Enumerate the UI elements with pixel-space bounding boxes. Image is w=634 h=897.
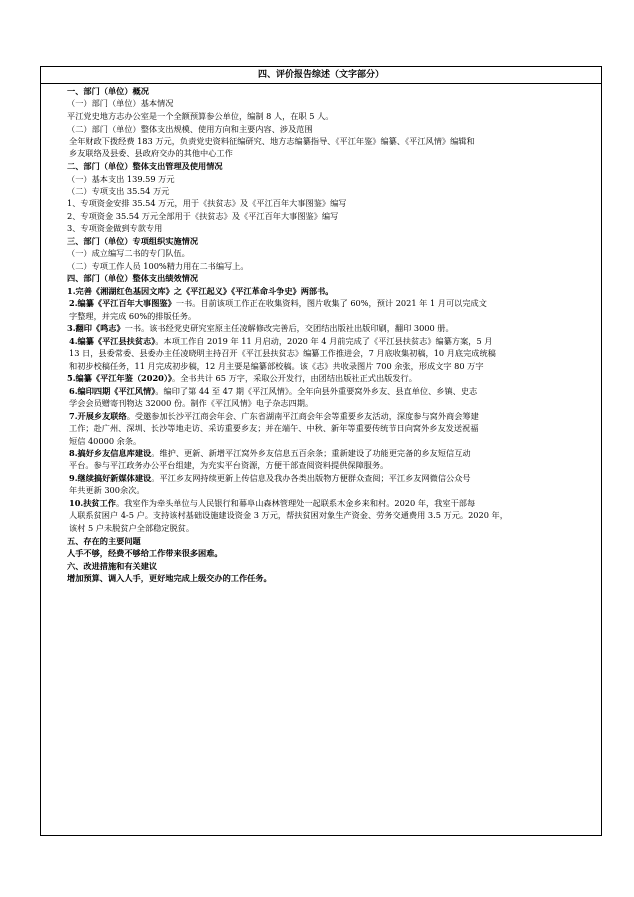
report-line: 1、专项资金安排 35.54 万元，用于《扶贫志》及《平江百年大事图鉴》编写 — [67, 198, 347, 208]
report-line: （二）部门（单位）整体支出规模、使用方向和主要内容、涉及范围 — [67, 124, 313, 134]
report-line: 一、部门（单位）概况 — [67, 86, 149, 96]
report-line: 1.完善《湘湖红色基因文库》之《平江起义》《平江革命斗争史》两部书。 — [67, 286, 334, 296]
report-line: 工作；赴广州、深圳、长沙等地走访、采访重要乡友；并在端午、中秋、新年等重要传统节日向窝外乡友发送祝福 — [69, 423, 479, 433]
report-line: 短信 40000 余条。 — [69, 436, 142, 446]
report-line: 平台。参与平江政务办公平台组建，为充实平台资源，方便干部查阅资料提供保障服务。 — [69, 460, 389, 470]
line-lead: 9.继续搞好新媒体建设 — [69, 473, 152, 483]
line-lead: 8.搞好乡友信息库建设 — [69, 448, 152, 458]
report-line — [67, 323, 587, 334]
report-line: 3、专项资金做到专款专用 — [67, 223, 163, 233]
report-line: 年共更新 300余次。 — [69, 485, 145, 495]
report-line: 平江党史地方志办公室是一个全额预算参公单位，编制 8 人，在职 5 人。 — [67, 111, 334, 121]
line-rest: 。平江乡友网持续更新上传信息及我办各类出版物方便群众查阅；平江乡友网微信公众号 — [151, 473, 471, 483]
report-line: （一）成立编写二书的专门队伍。 — [67, 248, 190, 258]
report-line: 四、部门（单位）整体支出绩效情况 — [67, 273, 199, 283]
report-line — [69, 448, 587, 459]
line-lead: 10.扶贫工作 — [69, 498, 116, 508]
line-rest: 一书。目前该项工作正在收集资料，图片收集了 60%，预计 2021 年 1 月可以完成文 — [175, 298, 487, 308]
line-lead: 5.编纂《平江年鉴（2020）》 — [67, 373, 173, 383]
report-line: 五、存在的主要问题 — [67, 536, 141, 546]
report-line — [69, 411, 587, 422]
report-line: 该村 5 户未脱贫户全部稳定脱贫。 — [69, 523, 195, 533]
report-line: 人手不够，经费不够给工作带来很多困难。 — [67, 548, 223, 558]
line-rest: 一书。该书经党史研究室原主任凌解修改完善后，交团结出版社出版印刷，翻印 3000 册。 — [124, 323, 454, 333]
report-line: 2、专项资金 35.54 万元全部用于《扶贫志》及《平江百年大事图鉴》编写 — [67, 211, 339, 221]
report-line: 和初步校稿任务，11 月完成初步稿，12 月主要是编纂部校稿。该《志》共收录图片 700 余张，形成文字 80 万字 — [69, 361, 484, 371]
report-table — [40, 66, 602, 836]
report-line: 人联系贫困户 4-5 户。支持该村基础设施建设资金 3 万元，帮扶贫困对象生产资金、劳务交通费用 3.5 万元。2020 年， — [69, 510, 508, 520]
line-lead: 7.开展乡友联络 — [69, 411, 127, 421]
report-line: 二、部门（单位）整体支出管理及使用情况 — [67, 161, 223, 171]
line-rest: 。本项工作自 2019 年 11 月启动，2020 年 4 月前完成了《平江县扶贫志》编纂方案，5 月 — [155, 336, 493, 346]
report-line: 学会会员赠寄刊物达 32000 份。制作《平江风情》电子杂志四期。 — [69, 398, 314, 408]
report-line — [69, 498, 587, 509]
line-rest: 。受邀参加长沙平江商会年会、广东省湖南平江商会年会等重要乡友活动，深度参与窝外商会筹建 — [126, 411, 479, 421]
report-line — [69, 298, 587, 309]
report-line: （一）部门（单位）基本情况 — [67, 98, 174, 108]
report-line: 全年财政下拨经费 183 万元，负责党史资料征编研究、地方志编纂指导、《平江年鉴》编纂、《平江风情》编辑和 — [69, 136, 475, 146]
report-line — [69, 473, 587, 484]
report-line: 六、改进措施和有关建议 — [67, 561, 158, 571]
report-line: （二）专项工作人员 100%精力用在二书编写上。 — [67, 261, 249, 271]
report-line — [69, 336, 587, 347]
report-line: （一）基本支出 139.59 万元 — [67, 174, 175, 184]
report-line: （二）专项支出 35.54 万元 — [67, 186, 170, 196]
line-lead: 4.编纂《平江县扶贫志》 — [69, 336, 156, 346]
report-line: 增加预算、调入人手，更好地完成上级交办的工作任务。 — [67, 573, 272, 583]
line-rest: 。维护、更新、新增平江窝外乡友信息五百余条；重新建设了功能更完备的乡友短信互动 — [151, 448, 471, 458]
report-line — [69, 386, 587, 397]
report-line: 三、部门（单位）专项组织实施情况 — [67, 236, 199, 246]
report-line: 13 日，县委常委、县委办主任凌晓明主持召开《平江县扶贫志》编纂工作推进会，7 月底收集初稿，10 月底完成统稿 — [69, 348, 496, 358]
line-rest: 。我室作为牵头单位与人民银行和幕阜山森林管理处一起联系木金乡来和村。2020 年，我室干部每 — [116, 498, 476, 508]
line-rest: 。全书共计 65 万字，采取公开发行，由团结出版社正式出版发行。 — [172, 373, 417, 383]
report-line — [67, 373, 587, 384]
section-title: 四、评价报告综述（文字部分） — [41, 67, 601, 84]
report-line: 字整理，并完成 60%的排版任务。 — [69, 311, 197, 321]
line-lead: 6.编印四期《平江风情》 — [69, 386, 156, 396]
report-body — [41, 84, 601, 835]
line-rest: 。编印了第 44 至 47 期《平江风情》。全年向县外重要窝外乡友、县直单位、乡镇、史志 — [155, 386, 478, 396]
line-lead: 3.翻印《鸣志》 — [67, 323, 125, 333]
report-line: 乡友联络及县委、县政府交办的其他中心工作 — [69, 148, 233, 158]
line-lead: 2.编纂《平江百年大事图鉴》 — [69, 298, 176, 308]
